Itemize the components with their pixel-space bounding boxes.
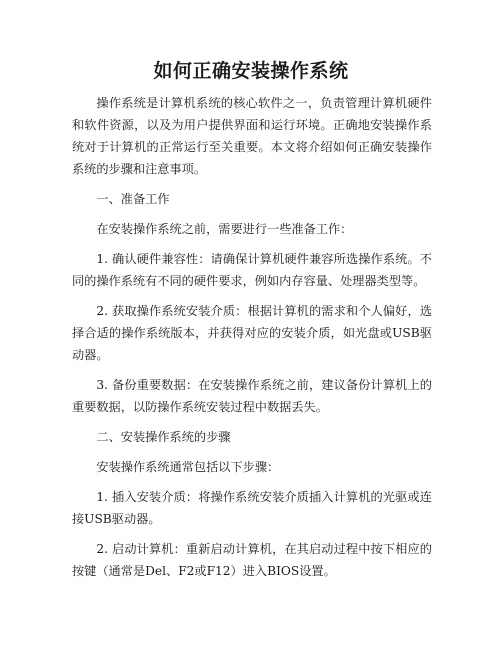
prep-step-3: 3. 备份重要数据：在安装操作系统之前，建议备份计算机上的重要数据，以防操作系统安装过程中数据丢失。 [72,378,432,414]
install-intro: 安装操作系统通常包括以下步骤： [96,460,280,474]
document-body [72,92,432,590]
install-step-1: 1. 插入安装介质：将操作系统安装介质插入计算机的光驱或连接USB驱动器。 [72,490,432,526]
install-step-2: 2. 启动计算机：重新启动计算机，在其启动过程中按下相应的按键（通常是Del、F2或F12）进入BIOS设置。 [72,542,432,578]
document-title: 如何正确安装操作系统 [153,60,349,82]
prep-step-1: 1. 确认硬件兼容性：请确保计算机硬件兼容所选操作系统。不同的操作系统有不同的硬件要求，例如内存容量、处理器类型等。 [72,252,432,288]
prep-step-2: 2. 获取操作系统安装介质：根据计算机的需求和个人偏好，选择合适的操作系统版本，并获得对应的安装介质，如光盘或USB驱动器。 [72,304,432,362]
section-heading-install-steps: 二、安装操作系统的步骤 [96,430,231,444]
preparation-intro: 在安装操作系统之前，需要进行一些准备工作： [96,222,353,236]
intro-paragraph: 操作系统是计算机系统的核心软件之一，负责管理计算机硬件和软件资源，以及为用户提供界面和运行环境。正确地安装操作系统对于计算机的正常运行至关重要。本文将介绍如何正确安装操作系统的步骤和注意事项。 [72,96,432,176]
section-heading-preparation: 一、准备工作 [96,192,170,206]
